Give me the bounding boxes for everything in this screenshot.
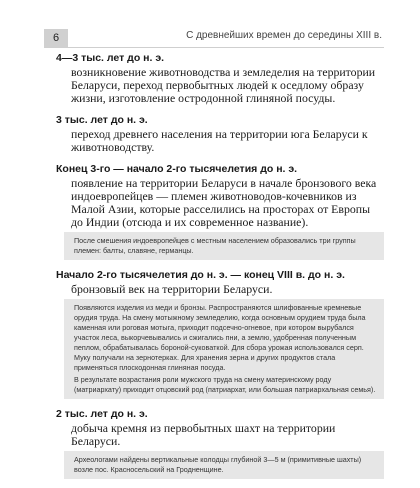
page-header — [44, 29, 384, 48]
running-title: С древнейших времен до середины XIII в. — [186, 30, 382, 41]
note-box — [64, 299, 384, 399]
chronology-entry — [56, 52, 384, 105]
entry-text: добыча кремня из первобытных шахт на территории Беларуси. — [71, 421, 336, 448]
note-box — [64, 451, 384, 479]
page-number: 6 — [44, 29, 68, 47]
chronology-entry — [56, 408, 384, 479]
chronology-entry — [56, 114, 384, 154]
chronology-entry — [56, 163, 384, 260]
entry-date: 3 тыс. лет до н. э. — [56, 114, 148, 126]
entry-date: 4—3 тыс. лет до н. э. — [56, 52, 165, 64]
entry-date: Конец 3-го — начало 2-го тысячелетия до н. э. — [56, 163, 298, 175]
chronology-content — [56, 52, 384, 488]
entry-text: бронзовый век на территории Беларуси. — [71, 282, 273, 296]
note-paragraph: Археологами найдены вертикальные колодцы глубиной 3—5 м (примитивные шахты) возле пос. Красносельский на Гродненщине. — [74, 455, 362, 474]
note-box — [64, 232, 384, 260]
note-paragraph: В результате возрастания роли мужского труда на смену материнскому роду (матриархату) приходит отцовский род (патриархат, или большая патриархальная семья). — [74, 375, 376, 394]
entry-text: возникновение животноводства и земледелия на территории Беларуси, переход первобытных людей к оседлому образу жизни, изготовление остродонной глиняной посуды. — [71, 65, 376, 105]
chronology-entry — [56, 269, 384, 399]
entry-text: переход древнего населения на территории юга Беларуси к животноводству. — [71, 127, 368, 154]
note-paragraph: После смешения индоевропейцев с местным населением образовались три группы племен: балты, славяне, германцы. — [74, 236, 356, 255]
entry-text: появление на территории Беларуси в начале бронзового века индоевропейцев — племен животноводов-кочевников из Малой Азии, которые расселились на просторах от Европы до Индии (отсюда и их современное название). — [71, 176, 377, 229]
entry-date: 2 тыс. лет до н. э. — [56, 408, 148, 420]
entry-date: Начало 2-го тысячелетия до н. э. — конец VIII в. до н. э. — [56, 269, 345, 281]
note-paragraph: Появляются изделия из меди и бронзы. Распространяются шлифованные кремневые орудия труда. На смену мотыжному земледелию, когда основным орудием труда была каменная или роговая мотыга, приходит подсечно-огневое, при котором вырубался участок леса, выкорчевывались и сжигались пни, а землю, удобренная полученным пеплом, обрабатывалась бороной-суковаткой. Для сбора урожая использовался серп. Муку получали на зернотерках. Для хранения зерна и других продуктов стала применяться плоскодонная глиняная посуда. — [74, 303, 366, 372]
